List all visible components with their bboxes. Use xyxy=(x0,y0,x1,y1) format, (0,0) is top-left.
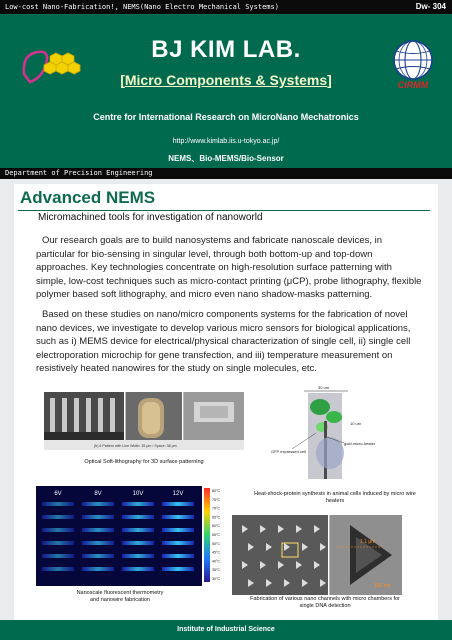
footer-bar xyxy=(0,620,452,640)
heat-shock-image xyxy=(270,383,380,483)
section-divider xyxy=(18,210,430,211)
temperature-scale-label: 40°C xyxy=(212,559,221,564)
temperature-scale-label: 80°C xyxy=(212,489,221,493)
temperature-scale-label: 45°C xyxy=(212,550,221,555)
thermometry-wire xyxy=(162,554,194,558)
thermometry-wire xyxy=(122,502,154,506)
section-title: Advanced NEMS xyxy=(20,188,156,207)
thermometry-wire xyxy=(122,515,154,519)
thermometry-wire xyxy=(42,502,74,506)
thermometry-wire xyxy=(122,541,154,545)
thermometry-wire xyxy=(42,515,74,519)
gfp-cell-label: GFP expressed cell xyxy=(271,449,306,454)
thermometry-wire xyxy=(122,567,154,571)
nano-channels-image xyxy=(232,515,402,595)
bracket-close: ] xyxy=(327,72,332,88)
lab-url-link[interactable]: http://www.kimlab.iis.u-tokyo.ac.jp/ xyxy=(172,138,280,145)
thermometry-wire xyxy=(162,567,194,571)
thermometry-wire xyxy=(82,528,114,532)
centre-name: Centre for International Research on MicroNano Mechatronics xyxy=(93,112,359,122)
lab-title: BJ KIM LAB. xyxy=(151,36,301,63)
section-subtitle: Micromachined tools for investigation of nanoworld xyxy=(38,212,263,223)
voltage-label: 6V xyxy=(54,491,62,497)
thermometry-wire xyxy=(122,528,154,532)
temperature-scale-label: 35°C xyxy=(212,568,221,573)
department-bar xyxy=(0,168,452,179)
channel-label-a: 1.1 μm xyxy=(360,539,376,545)
heat-shock-caption: Heat-shock-protein synthesis in animal cells induced by micro wire heaters xyxy=(254,491,416,504)
temperature-scale-label: 65°C xyxy=(212,515,221,520)
thermometry-wire xyxy=(42,567,74,571)
nano-channels-caption: Fabrication of various nano channels with micro chambers for single DNA detection xyxy=(250,596,400,609)
thermometry-wire xyxy=(162,528,194,532)
heat-shock-label-top: 30 um xyxy=(318,385,330,390)
thermometry-wire xyxy=(42,554,74,558)
temperature-scale-label: 55°C xyxy=(212,533,221,537)
voltage-label: 10V xyxy=(132,491,144,497)
thermometry-wire xyxy=(82,541,114,545)
paragraph-research-goals: Our research goals are to build nanosystems and fabricate nanoscale devices, in particular for bio-sensing in singular level, through both bottom-up and top-down approaches. Key technologies concentrate on high-resolution surface patterning with simple, low-cost techniques such as micro-contact printing (μCP), probe lithography, flexible polymer based soft lithography, and micro even nano shadow-masks patterning. xyxy=(36,235,422,300)
department-label: Department of Precision Engineering xyxy=(5,169,153,177)
thermometry-wire xyxy=(82,554,114,558)
gold-heater-label: gold micro-heater xyxy=(344,441,376,446)
thermometry-wire xyxy=(42,541,74,545)
temperature-scale-label: 50°C xyxy=(212,541,221,546)
thermometry-wire xyxy=(162,541,194,545)
thermometry-wire xyxy=(82,567,114,571)
thermometry-caption-line1: Nanoscale fluorescent thermometry xyxy=(76,590,164,596)
thermometry-wire xyxy=(82,515,114,519)
soft-lithography-image xyxy=(44,392,244,450)
paragraph-applications: Based on these studies on nano/micro components systems for the fabrication of novel nano devices, we investigate to develop various micro sensors for biological applications, such as i) MEMS device for electrical/physical characterization of single cell, ii) single cell electroporation microchip for gene transfection, and iii) temperature measurement on resistively heated nanowires for the study on single molecules, etc. xyxy=(36,309,411,374)
voltage-label: 8V xyxy=(94,491,102,497)
soft-litho-inner-label: (b) 6 Pattern with Line Width: 35 μm / Space: 38 μm xyxy=(94,444,177,448)
bracket-open: [ xyxy=(120,72,125,88)
voltage-label: 12V xyxy=(172,491,184,497)
temperature-scale-label: 30°C xyxy=(212,577,221,581)
cirmm-logo-text: CIRMM xyxy=(397,80,429,90)
thermometry-wire xyxy=(162,502,194,506)
top-bar-title: Low-cost Nano-Fabrication!, NEMS(Nano Electro Mechanical Systems) xyxy=(5,3,279,11)
header-banner xyxy=(0,14,452,168)
cirmm-globe-logo-icon xyxy=(385,38,441,92)
temperature-scale-label: 75°C xyxy=(212,497,221,502)
thermometry-wire xyxy=(82,502,114,506)
footer-institute: Institute of Industrial Science xyxy=(177,626,275,633)
thermometry-caption xyxy=(40,590,200,604)
lab-subtitle-text: Micro Components & Systems xyxy=(124,72,328,88)
top-bar xyxy=(0,0,452,14)
temperature-scale-label: 60°C xyxy=(212,524,221,529)
research-keywords: NEMS、Bio-MEMS/Bio-Sensor xyxy=(168,154,284,163)
soft-litho-caption: Optical Soft-lithography for 3D surface patterning xyxy=(84,459,204,465)
poster-code: Dw- 304 xyxy=(415,2,446,11)
heat-shock-label-side: 10 um xyxy=(350,421,362,426)
thermometry-wire xyxy=(122,554,154,558)
thermometry-caption-line2: and nanowire fabrication xyxy=(90,597,150,603)
thermometry-wire xyxy=(42,528,74,532)
channel-label-b: 150 nm xyxy=(374,583,391,589)
temperature-scale-label: 70°C xyxy=(212,506,221,511)
thermometry-image xyxy=(36,486,224,586)
thermometry-wire xyxy=(162,515,194,519)
